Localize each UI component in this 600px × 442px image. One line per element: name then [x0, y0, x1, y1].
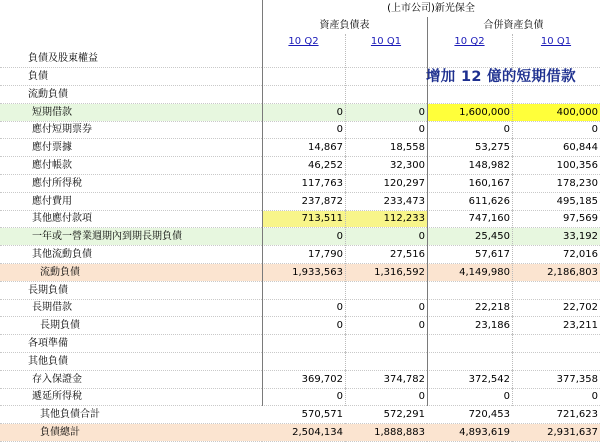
table-row [0, 370, 600, 388]
table-row [0, 139, 600, 157]
cell-value [427, 352, 512, 370]
period-link-parent-q2[interactable]: 10 Q2 [288, 36, 319, 48]
period-link-consolidated-q1[interactable]: 10 Q1 [540, 36, 572, 48]
cell-value: 1,316,592 [345, 263, 427, 281]
cell-value-highlighted: 713,511 [262, 210, 345, 228]
cell-value: 72,016 [512, 246, 600, 264]
cell-value: 22,218 [427, 299, 512, 317]
row-label: 其他應付款項 [0, 210, 262, 228]
row-label: 長期負債 [0, 281, 262, 299]
row-label: 存入保證金 [0, 370, 262, 388]
row-label: 應付短期票券 [0, 121, 262, 139]
cell-value [512, 85, 600, 103]
cell-value: 4,893,619 [427, 424, 512, 442]
cell-value: 160,167 [427, 174, 512, 192]
cell-value: 2,931,637 [512, 424, 600, 442]
row-label: 其他流動負債 [0, 246, 262, 264]
cell-value: 22,702 [512, 299, 600, 317]
row-label: 應付費用 [0, 192, 262, 210]
cell-value: 0 [262, 299, 345, 317]
column-divider [345, 34, 346, 406]
cell-value: 0 [262, 121, 345, 139]
cell-value [262, 68, 345, 86]
table-row-total [0, 424, 600, 442]
cell-value: 25,450 [427, 228, 512, 246]
period-link-parent-q1[interactable]: 10 Q1 [370, 36, 402, 48]
table-row-other-payables [0, 210, 600, 228]
table-row [0, 317, 600, 335]
cell-value: 27,516 [345, 246, 427, 264]
company-header-row [0, 0, 600, 17]
cell-value: 570,571 [262, 406, 345, 424]
company-title: (上市公司)新光保全 [387, 2, 475, 14]
cell-value [427, 335, 512, 353]
cell-value: 60,844 [512, 139, 600, 157]
table-row-short-term-borrowing [0, 103, 600, 121]
cell-value: 1,888,883 [345, 424, 427, 442]
cell-value [345, 85, 427, 103]
row-label: 長期借款 [0, 299, 262, 317]
cell-value: 117,763 [262, 174, 345, 192]
table-row [0, 281, 600, 299]
cell-value-highlighted: 400,000 [512, 103, 600, 121]
column-divider [262, 0, 263, 406]
row-label: 應付所得稅 [0, 174, 262, 192]
cell-value: 2,186,803 [512, 263, 600, 281]
row-label: 遞延所得稅 [0, 388, 262, 406]
group-header-row [0, 17, 600, 34]
table-row-subtotal [0, 263, 600, 281]
annotation-short-term-loan-increase: 增加 12 億的短期借款 [426, 69, 576, 85]
cell-value: 0 [345, 299, 427, 317]
table-row [0, 157, 600, 175]
cell-value: 46,252 [262, 157, 345, 175]
table-row [0, 246, 600, 264]
cell-value: 377,358 [512, 370, 600, 388]
cell-value [512, 281, 600, 299]
cell-value [345, 50, 427, 67]
table-row [0, 299, 600, 317]
cell-value [427, 85, 512, 103]
cell-value: 2,504,134 [262, 424, 345, 442]
cell-value: 100,356 [512, 157, 600, 175]
cell-value: 0 [345, 228, 427, 246]
cell-value: 0 [345, 388, 427, 406]
row-label: 流動負債 [0, 85, 262, 103]
cell-value: 0 [345, 121, 427, 139]
cell-value [345, 352, 427, 370]
column-divider [512, 34, 513, 406]
cell-value [262, 352, 345, 370]
group-parent-label: 資產負債表 [319, 19, 370, 31]
cell-value [262, 50, 345, 67]
cell-value [512, 352, 600, 370]
cell-value: 53,275 [427, 139, 512, 157]
cell-value [345, 335, 427, 353]
row-label: 短期借款 [0, 103, 262, 121]
cell-value: 23,211 [512, 317, 600, 335]
cell-value: 1,933,563 [262, 263, 345, 281]
cell-value: 0 [427, 388, 512, 406]
cell-value: 372,542 [427, 370, 512, 388]
table-row [0, 174, 600, 192]
cell-value: 23,186 [427, 317, 512, 335]
cell-value: 97,569 [512, 210, 600, 228]
cell-value: 178,230 [512, 174, 600, 192]
cell-value: 572,291 [345, 406, 427, 424]
cell-value [345, 281, 427, 299]
row-label: 負債總計 [0, 424, 262, 442]
cell-value [262, 281, 345, 299]
cell-value: 374,782 [345, 370, 427, 388]
cell-value [262, 85, 345, 103]
cell-value: 720,453 [427, 406, 512, 424]
cell-value: 0 [262, 103, 345, 121]
cell-value: 237,872 [262, 192, 345, 210]
cell-value: 611,626 [427, 192, 512, 210]
cell-value-highlighted: 112,233 [345, 210, 427, 228]
cell-value: 0 [262, 388, 345, 406]
table-row [0, 406, 600, 424]
cell-value [262, 335, 345, 353]
table-row [0, 352, 600, 370]
row-label: 各項準備 [0, 335, 262, 353]
cell-value: 0 [427, 121, 512, 139]
row-label: 負債及股東權益 [0, 50, 262, 67]
table-row [0, 121, 600, 139]
group-consolidated-label: 合併資產負債 [483, 19, 544, 31]
table-row [0, 85, 600, 103]
table-row [0, 335, 600, 353]
row-label: 負債 [0, 68, 262, 86]
cell-value: 14,867 [262, 139, 345, 157]
cell-value: 233,473 [345, 192, 427, 210]
row-label: 其他負債 [0, 352, 262, 370]
cell-value: 18,558 [345, 139, 427, 157]
cell-value: 4,149,980 [427, 263, 512, 281]
table-row [0, 388, 600, 406]
row-label: 應付帳款 [0, 157, 262, 175]
row-label: 流動負債 [0, 263, 262, 281]
cell-value: 120,297 [345, 174, 427, 192]
row-label: 其他負債合計 [0, 406, 262, 424]
cell-value: 17,790 [262, 246, 345, 264]
cell-value: 721,623 [512, 406, 600, 424]
cell-value: 0 [512, 121, 600, 139]
table-row [0, 228, 600, 246]
cell-value: 0 [345, 103, 427, 121]
cell-value: 0 [345, 317, 427, 335]
cell-value: 369,702 [262, 370, 345, 388]
cell-value: 33,192 [512, 228, 600, 246]
cell-value: 0 [512, 388, 600, 406]
cell-value: 148,982 [427, 157, 512, 175]
row-label: 長期負債 [0, 317, 262, 335]
cell-value [427, 281, 512, 299]
cell-value [345, 68, 427, 86]
cell-value: 747,160 [427, 210, 512, 228]
period-link-consolidated-q2[interactable]: 10 Q2 [454, 36, 485, 48]
cell-value: 0 [262, 228, 345, 246]
period-header-row [0, 34, 600, 51]
cell-value: 32,300 [345, 157, 427, 175]
cell-value: 495,185 [512, 192, 600, 210]
cell-value: 57,617 [427, 246, 512, 264]
row-label: 一年或一營業週期內到期長期負債 [0, 228, 262, 246]
cell-value-highlighted: 1,600,000 [427, 103, 512, 121]
row-label: 應付票據 [0, 139, 262, 157]
cell-value: 0 [262, 317, 345, 335]
table-row [0, 192, 600, 210]
cell-value [512, 335, 600, 353]
